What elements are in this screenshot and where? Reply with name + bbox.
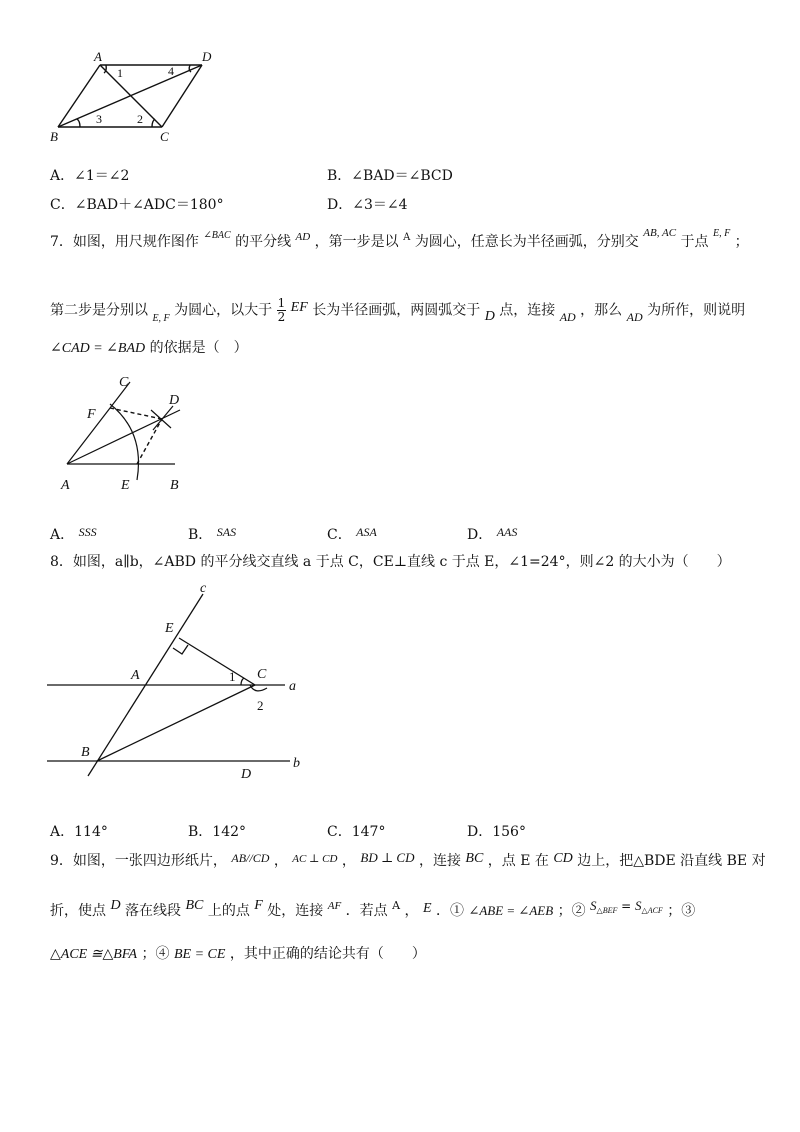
- angle-label-2: 2: [257, 698, 264, 713]
- q9-line2: [50, 898, 696, 922]
- option-key: A．: [50, 527, 75, 543]
- math-af: AF: [327, 900, 342, 912]
- q7-text: 为圆心，以大于: [174, 302, 273, 319]
- label-E: E: [121, 478, 130, 493]
- q7-text: 为圆心，任意长为半径画弧，分别交: [414, 234, 639, 250]
- q7-option-d: [467, 524, 517, 544]
- q7-text: 为所作，则说明: [647, 302, 746, 319]
- label-c: c: [200, 581, 207, 596]
- q7-text: 的依据是（ ）: [149, 340, 248, 356]
- q8-stem: [50, 553, 731, 571]
- math-e-f: E, F: [152, 312, 170, 324]
- math-bc: BC: [185, 898, 204, 913]
- q9-text: ；④: [141, 946, 170, 962]
- q6-option-c: [50, 194, 224, 214]
- math-a: A: [403, 232, 411, 243]
- label-C: C: [119, 375, 129, 390]
- q9-text: 上的点: [207, 903, 250, 919]
- option-text: 114°: [74, 824, 108, 840]
- label-B: B: [50, 129, 58, 144]
- math-d: D: [484, 308, 495, 324]
- right-angle-mark: [173, 645, 188, 654]
- ray-ac: [67, 382, 130, 464]
- q6-option-b: [327, 165, 453, 185]
- q9-text: ，: [341, 853, 356, 869]
- arc-angle-1: [241, 678, 244, 685]
- math-s: S: [590, 898, 597, 913]
- label-B: B: [170, 478, 179, 493]
- label-C: C: [160, 129, 169, 144]
- math-cad-bad: ∠CAD = ∠BAD: [50, 341, 146, 356]
- math-ad: AD: [559, 309, 576, 324]
- q7-text: 于点: [680, 234, 709, 250]
- q7-line1: [50, 227, 749, 253]
- math-s: S: [635, 898, 642, 913]
- figure-angle-bisector: [55, 372, 200, 497]
- math-e: E: [422, 901, 432, 916]
- option-key: C．: [327, 527, 352, 543]
- option-key: B．: [188, 824, 213, 840]
- q9-text: ．①: [435, 903, 464, 919]
- q6-option-d: [327, 194, 408, 214]
- q9-text: ；③: [667, 903, 696, 919]
- q9-text: 边上，把△BDE 沿直线 BE 对: [577, 853, 766, 869]
- q9-text: ；②: [557, 903, 586, 919]
- math-angle-bac: ∠BAC: [203, 230, 231, 241]
- label-A: A: [94, 49, 102, 64]
- option-key: B．: [327, 168, 352, 184]
- option-key: A．: [50, 824, 75, 840]
- q9-text: ，: [273, 853, 288, 869]
- q7-line2: [50, 297, 745, 324]
- q8-text: 8．如图，a∥b，∠ABD 的平分线交直线 a 于点 C，CE⊥直线 c 于点 E，∠1=24°，则∠2 的大小为（ ）: [50, 554, 731, 570]
- angle-label-1: 1: [229, 669, 236, 684]
- math-subscript: △BEF: [596, 906, 618, 915]
- segment-bc: [97, 685, 255, 761]
- q7-option-b: [188, 524, 236, 544]
- option-key: A．: [50, 168, 75, 184]
- q8-option-a: [50, 821, 108, 841]
- q8-option-d: [467, 821, 526, 841]
- fraction-denominator: 2: [277, 310, 286, 324]
- option-text: 147°: [351, 824, 386, 840]
- math-ad: AD: [295, 231, 311, 243]
- math-be-ce: BE = CE: [173, 947, 226, 962]
- q7-option-c: [327, 524, 377, 544]
- option-key: D．: [327, 197, 353, 213]
- option-text: 156°: [492, 824, 526, 840]
- math-equals: =: [617, 899, 636, 913]
- angle-label-1: 1: [117, 66, 123, 80]
- fraction-numerator: 1: [277, 296, 286, 310]
- math-ef: EF: [290, 299, 308, 315]
- math-ac-perp-cd: AC ⊥ CD: [292, 853, 338, 865]
- option-text: ∠1＝∠2: [74, 168, 130, 184]
- q6-option-a: [50, 165, 129, 185]
- math-bc: BC: [465, 851, 484, 866]
- option-key: C．: [327, 824, 352, 840]
- option-text: ∠3＝∠4: [352, 197, 408, 213]
- math-cd: CD: [553, 851, 573, 866]
- label-A: A: [131, 668, 140, 683]
- label-E: E: [165, 621, 174, 636]
- q9-text: ，点 E 在: [487, 853, 549, 869]
- label-D: D: [202, 49, 212, 64]
- label-B: B: [81, 745, 90, 760]
- label-D: D: [169, 393, 180, 408]
- math-ab-parallel-cd: AB//CD: [231, 851, 270, 865]
- q9-text: ，其中正确的结论共有（ ）: [229, 946, 426, 962]
- angle-label-4: 4: [168, 64, 174, 78]
- q9-text: 9．如图，一张四边形纸片，: [50, 853, 227, 869]
- label-a: a: [289, 679, 296, 694]
- label-C: C: [257, 667, 267, 682]
- math-d: D: [110, 898, 121, 913]
- q9-text: ，: [404, 903, 419, 919]
- math-fraction-half: [277, 297, 287, 324]
- q7-option-a: [50, 524, 97, 544]
- option-text: SSS: [78, 525, 97, 539]
- math-congruence: △ACE ≅△BFA: [50, 947, 138, 962]
- q7-text: ；: [734, 234, 749, 250]
- math-e-f: E, F: [712, 228, 731, 239]
- option-text: ∠BAD＝∠BCD: [351, 168, 453, 184]
- math-abe-aeb: ∠ABE = ∠AEB: [468, 903, 554, 918]
- figure-parallel-lines: [45, 578, 315, 788]
- q7-text: ，第一步是以: [314, 234, 399, 250]
- q9-line1: [50, 852, 766, 871]
- label-D: D: [241, 767, 252, 782]
- q7-line3: [50, 339, 248, 358]
- option-text: ASA: [356, 525, 377, 539]
- q7-text: 点，连接: [499, 302, 556, 319]
- math-f: F: [254, 898, 263, 913]
- option-text: ∠BAD＋∠ADC＝180°: [74, 197, 224, 213]
- math-bd-perp-cd: BD ⊥ CD: [360, 850, 415, 865]
- math-subscript: △ACF: [641, 906, 663, 915]
- math-ad: AD: [626, 309, 643, 324]
- q7-prefix: 7．如图，用尺规作图作: [50, 234, 199, 250]
- label-b: b: [293, 756, 300, 771]
- q7-text: 的平分线: [235, 234, 292, 250]
- dash-ed: [137, 419, 162, 464]
- option-key: D．: [467, 527, 493, 543]
- option-key: C．: [50, 197, 75, 213]
- q9-text: 折，使点: [50, 903, 106, 919]
- label-A: A: [61, 478, 70, 493]
- math-ab-ac: AB, AC: [643, 227, 677, 239]
- figure-parallelogram: [40, 45, 240, 145]
- math-a: A: [392, 899, 401, 912]
- option-text: 142°: [212, 824, 247, 840]
- q9-line3: [50, 945, 426, 964]
- q9-text: ．若点: [345, 903, 388, 919]
- angle-label-3: 3: [96, 112, 102, 126]
- option-text: AAS: [496, 525, 518, 539]
- option-text: SAS: [216, 525, 237, 539]
- angle-label-2: 2: [137, 112, 143, 126]
- option-key: B．: [188, 527, 213, 543]
- label-F: F: [87, 407, 96, 422]
- q7-text: ，那么: [580, 302, 623, 319]
- q9-text: 处，连接: [267, 903, 324, 919]
- q9-text: 落在线段: [125, 903, 182, 919]
- q8-option-b: [188, 821, 246, 841]
- math-area-equation: [590, 898, 667, 914]
- q8-option-c: [327, 821, 385, 841]
- q7-text: 第二步是分别以: [50, 302, 148, 319]
- q7-text: 长为半径画弧，两圆弧交于: [312, 302, 481, 319]
- option-key: D．: [467, 824, 493, 840]
- q9-text: ，连接: [418, 853, 461, 869]
